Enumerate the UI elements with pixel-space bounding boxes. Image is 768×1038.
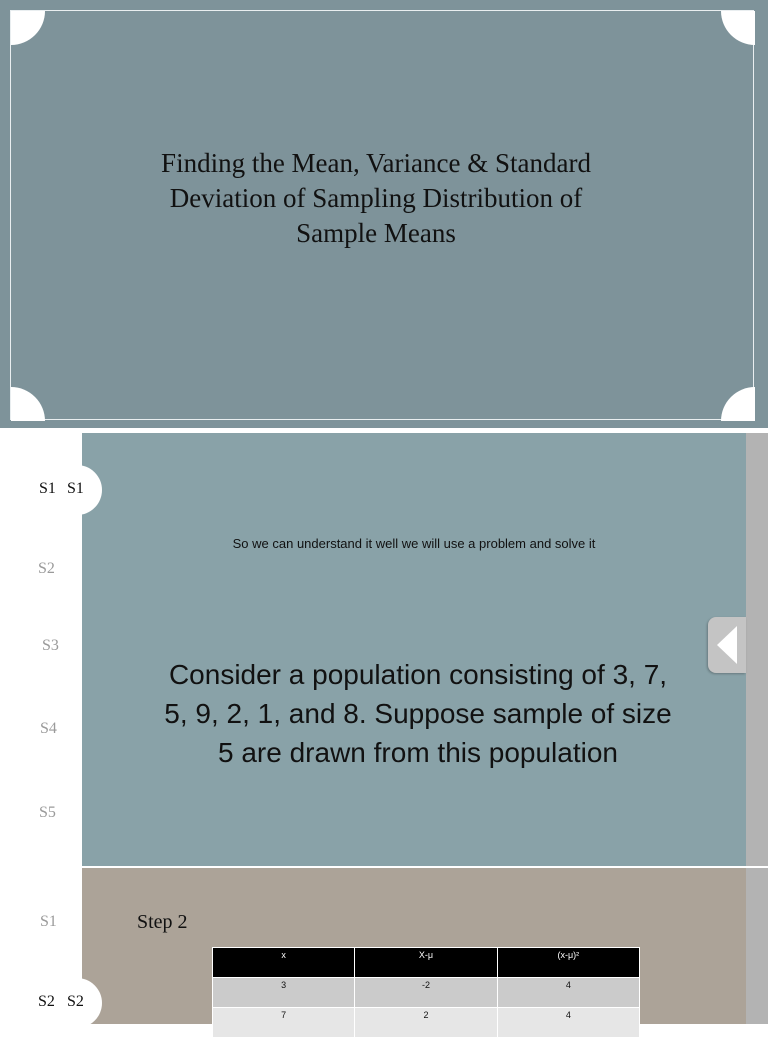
table-cell: 2 xyxy=(355,1008,497,1038)
problem-slide xyxy=(0,433,768,866)
nav-item-s5[interactable]: S5 xyxy=(39,804,56,821)
table-cell: 4 xyxy=(497,978,639,1008)
title-slide xyxy=(0,0,768,428)
table-row xyxy=(213,1008,640,1038)
scrollbar[interactable] xyxy=(746,433,768,866)
nav-item-s2[interactable]: S2 xyxy=(38,560,55,577)
nav-item-s2-outer[interactable]: S2 xyxy=(38,993,55,1010)
problem-line: 5 are drawn from this population xyxy=(218,737,618,768)
nav-item-s3[interactable]: S3 xyxy=(42,637,59,654)
table-cell: 3 xyxy=(213,978,355,1008)
slide-title xyxy=(120,146,632,251)
previous-slide-button[interactable] xyxy=(708,617,746,673)
nav-item-s2[interactable]: S2 xyxy=(67,993,84,1010)
title-line: Deviation of Sampling Distribution of xyxy=(169,183,583,213)
step-heading: Step 2 xyxy=(137,911,188,933)
nav-item-s1[interactable]: S1 xyxy=(67,480,84,497)
column-header: X-μ xyxy=(355,948,497,978)
table-row xyxy=(213,978,640,1008)
column-header: x xyxy=(213,948,355,978)
slide-content xyxy=(82,433,746,866)
title-line: Sample Means xyxy=(296,218,456,248)
column-header: (x-μ)² xyxy=(497,948,639,978)
problem-line: 5, 9, 2, 1, and 8. Suppose sample of size xyxy=(164,698,672,729)
scrollbar[interactable] xyxy=(746,868,768,1024)
deviation-table xyxy=(212,947,640,1038)
title-line: Finding the Mean, Variance & Standard xyxy=(161,148,591,178)
intro-text: So we can understand it well we will use a problem and solve it xyxy=(232,536,596,551)
problem-line: Consider a population consisting of 3, 7, xyxy=(168,659,668,690)
table-cell: 4 xyxy=(497,1008,639,1038)
step-slide xyxy=(0,868,768,1024)
table-cell: -2 xyxy=(355,978,497,1008)
nav-item-s1[interactable]: S1 xyxy=(40,913,57,930)
problem-statement xyxy=(140,655,696,772)
table-cell: 7 xyxy=(213,1008,355,1038)
nav-item-s4[interactable]: S4 xyxy=(40,720,57,737)
nav-item-s1-outer[interactable]: S1 xyxy=(39,480,56,497)
chevron-left-icon xyxy=(717,626,737,664)
table-header-row xyxy=(213,948,640,978)
